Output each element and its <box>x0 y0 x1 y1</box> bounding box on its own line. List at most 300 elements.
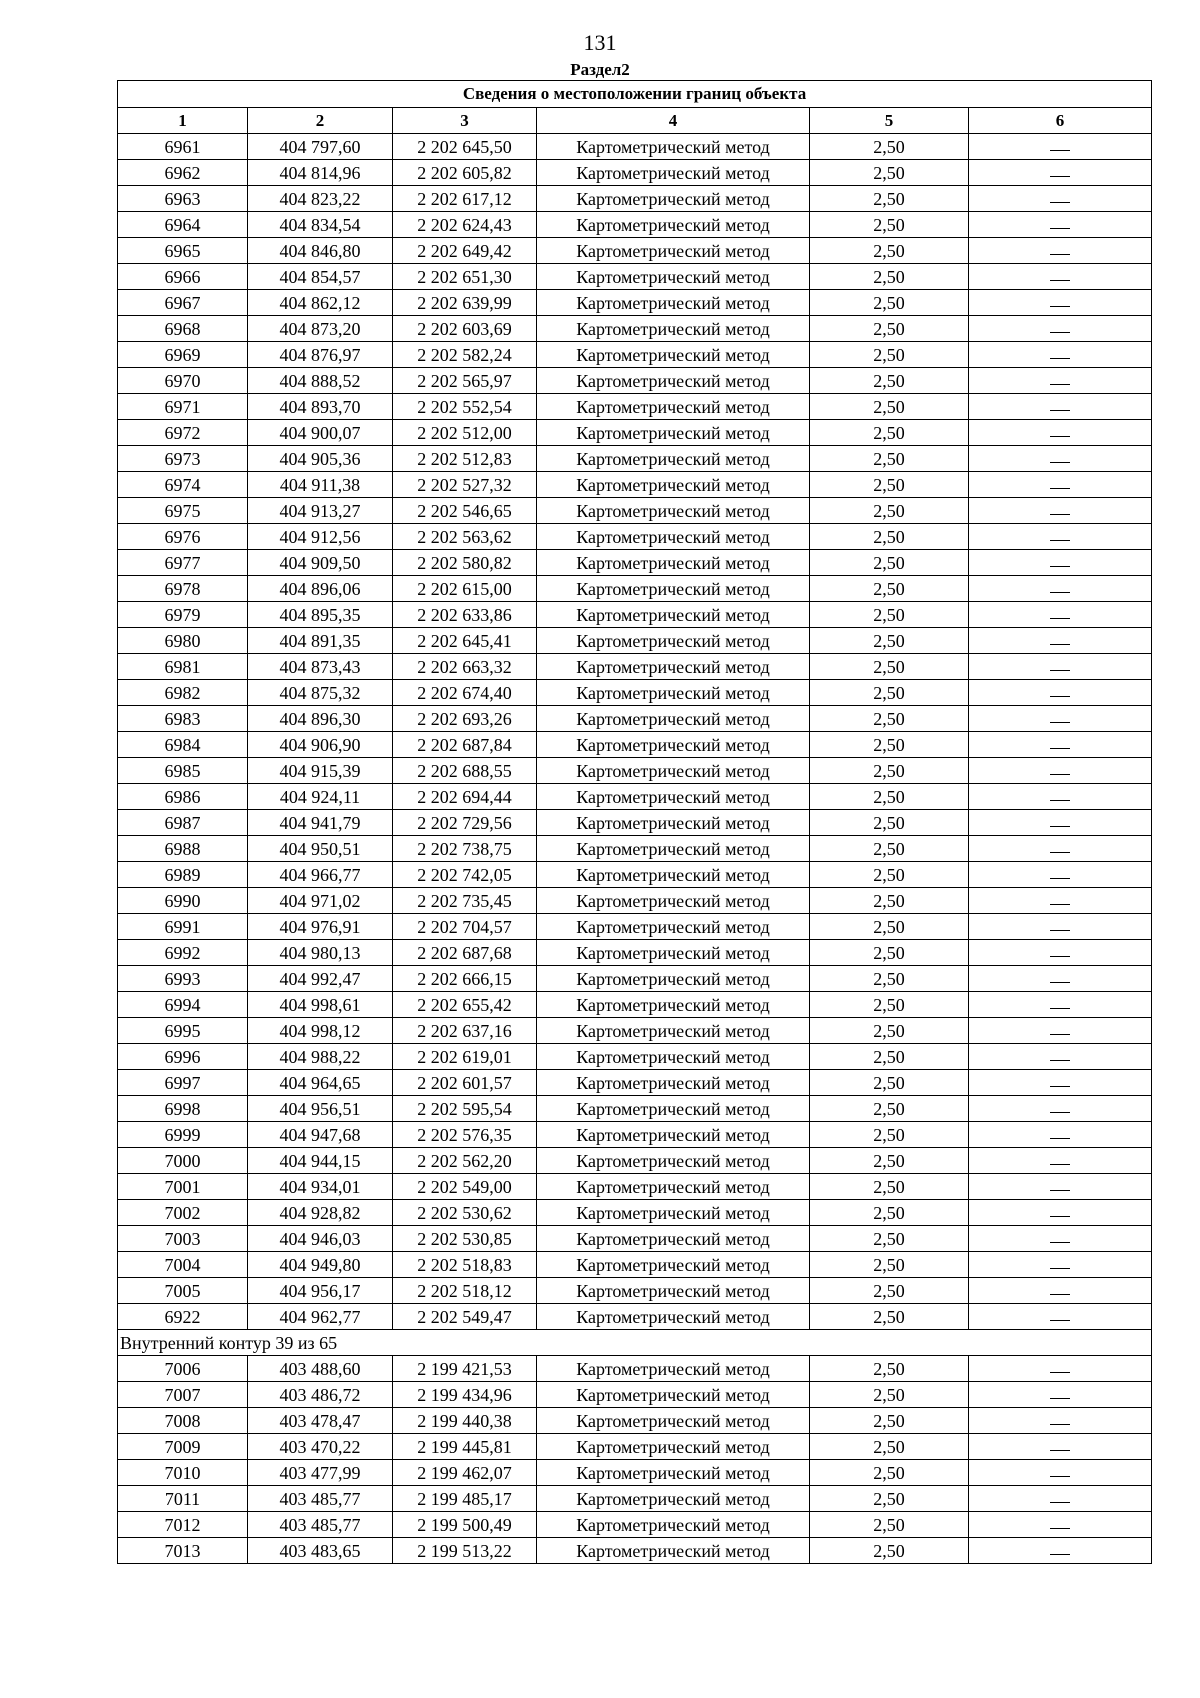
description-cell <box>969 212 1152 238</box>
table-row <box>118 758 1152 784</box>
description-cell <box>969 1252 1152 1278</box>
accuracy-cell: 2,50 <box>810 1434 969 1460</box>
accuracy-cell: 2,50 <box>810 1018 969 1044</box>
point-number-cell: 6987 <box>118 810 248 836</box>
dash-mark <box>1050 332 1070 333</box>
method-cell: Картометрический метод <box>537 654 810 680</box>
point-number-cell: 6964 <box>118 212 248 238</box>
dash-mark <box>1050 358 1070 359</box>
method-cell: Картометрический метод <box>537 550 810 576</box>
accuracy-cell: 2,50 <box>810 1512 969 1538</box>
dash-mark <box>1050 1268 1070 1269</box>
accuracy-cell: 2,50 <box>810 524 969 550</box>
column-number-6: 6 <box>969 108 1152 134</box>
coord-y-cell: 2 199 434,96 <box>393 1382 537 1408</box>
table-row <box>118 238 1152 264</box>
table-row <box>118 966 1152 992</box>
point-number-cell: 6993 <box>118 966 248 992</box>
coord-y-cell: 2 202 688,55 <box>393 758 537 784</box>
dash-mark <box>1050 1294 1070 1295</box>
dash-text <box>1070 1227 1071 1228</box>
description-cell <box>969 1200 1152 1226</box>
description-cell <box>969 914 1152 940</box>
accuracy-cell: 2,50 <box>810 1122 969 1148</box>
coord-y-cell: 2 202 617,12 <box>393 186 537 212</box>
description-cell <box>969 732 1152 758</box>
dash-text <box>1070 1175 1071 1176</box>
accuracy-cell: 2,50 <box>810 498 969 524</box>
point-number-cell: 6978 <box>118 576 248 602</box>
description-cell <box>969 1044 1152 1070</box>
table-row <box>118 1044 1152 1070</box>
coord-x-cell: 404 924,11 <box>248 784 393 810</box>
table-row <box>118 394 1152 420</box>
accuracy-cell: 2,50 <box>810 888 969 914</box>
description-cell <box>969 446 1152 472</box>
point-number-cell: 7001 <box>118 1174 248 1200</box>
accuracy-cell: 2,50 <box>810 1226 969 1252</box>
table-row <box>118 576 1152 602</box>
column-number-4: 4 <box>537 108 810 134</box>
coord-x-cell: 404 876,97 <box>248 342 393 368</box>
table-row <box>118 1486 1152 1512</box>
table-row <box>118 784 1152 810</box>
coord-x-cell: 404 797,60 <box>248 134 393 160</box>
accuracy-cell: 2,50 <box>810 732 969 758</box>
accuracy-cell: 2,50 <box>810 810 969 836</box>
table-row <box>118 342 1152 368</box>
description-cell <box>969 316 1152 342</box>
dash-mark <box>1050 566 1070 567</box>
dash-text <box>1070 135 1071 136</box>
point-number-cell: 6966 <box>118 264 248 290</box>
coord-x-cell: 404 834,54 <box>248 212 393 238</box>
table-row <box>118 134 1152 160</box>
contour-label: Внутренний контур 39 из 65 <box>118 1330 537 1356</box>
dash-text <box>1070 1149 1071 1150</box>
coord-y-cell: 2 202 663,32 <box>393 654 537 680</box>
dash-text <box>1070 161 1071 162</box>
coord-y-cell: 2 199 462,07 <box>393 1460 537 1486</box>
accuracy-cell: 2,50 <box>810 472 969 498</box>
method-cell: Картометрический метод <box>537 576 810 602</box>
point-number-cell: 6973 <box>118 446 248 472</box>
table-row <box>118 316 1152 342</box>
table-row <box>118 1460 1152 1486</box>
dash-text <box>1070 369 1071 370</box>
dash-text <box>1070 1253 1071 1254</box>
dash-text <box>1070 655 1071 656</box>
method-cell: Картометрический метод <box>537 628 810 654</box>
description-cell <box>969 862 1152 888</box>
point-number-cell: 6979 <box>118 602 248 628</box>
description-cell <box>969 472 1152 498</box>
method-cell: Картометрический метод <box>537 992 810 1018</box>
description-cell <box>969 784 1152 810</box>
dash-mark <box>1050 1164 1070 1165</box>
table-row <box>118 446 1152 472</box>
point-number-cell: 7003 <box>118 1226 248 1252</box>
dash-mark <box>1050 384 1070 385</box>
description-cell <box>969 290 1152 316</box>
accuracy-cell: 2,50 <box>810 576 969 602</box>
dash-text <box>1070 629 1071 630</box>
coord-y-cell: 2 202 693,26 <box>393 706 537 732</box>
table-body-part2 <box>118 1356 1152 1564</box>
accuracy-cell: 2,50 <box>810 1174 969 1200</box>
coord-x-cell: 404 946,03 <box>248 1226 393 1252</box>
table-row <box>118 550 1152 576</box>
accuracy-cell: 2,50 <box>810 602 969 628</box>
table-caption: Сведения о местоположении границ объекта <box>118 81 1152 108</box>
method-cell: Картометрический метод <box>537 1148 810 1174</box>
description-cell <box>969 628 1152 654</box>
table-row <box>118 1018 1152 1044</box>
accuracy-cell: 2,50 <box>810 290 969 316</box>
dash-text <box>1070 1409 1071 1410</box>
point-number-cell: 6983 <box>118 706 248 732</box>
table-row <box>118 836 1152 862</box>
coord-x-cell: 404 896,30 <box>248 706 393 732</box>
method-cell: Картометрический метод <box>537 784 810 810</box>
dash-text <box>1070 1435 1071 1436</box>
dash-mark <box>1050 1528 1070 1529</box>
accuracy-cell: 2,50 <box>810 394 969 420</box>
table-row <box>118 732 1152 758</box>
dash-mark <box>1050 852 1070 853</box>
method-cell: Картометрический метод <box>537 1044 810 1070</box>
coord-x-cell: 404 873,43 <box>248 654 393 680</box>
coord-x-cell: 404 905,36 <box>248 446 393 472</box>
description-cell <box>969 394 1152 420</box>
dash-text <box>1070 1019 1071 1020</box>
dash-text <box>1070 915 1071 916</box>
point-number-cell: 6967 <box>118 290 248 316</box>
description-cell <box>969 1356 1152 1382</box>
dash-mark <box>1050 670 1070 671</box>
coord-y-cell: 2 202 729,56 <box>393 810 537 836</box>
section-title: Раздел2 <box>570 60 630 79</box>
method-cell: Картометрический метод <box>537 212 810 238</box>
dash-text <box>1070 603 1071 604</box>
accuracy-cell: 2,50 <box>810 420 969 446</box>
coord-x-cell: 404 964,65 <box>248 1070 393 1096</box>
table-row <box>118 706 1152 732</box>
coord-x-cell: 404 949,80 <box>248 1252 393 1278</box>
method-cell: Картометрический метод <box>537 940 810 966</box>
coord-x-cell: 404 893,70 <box>248 394 393 420</box>
coord-x-cell: 404 988,22 <box>248 1044 393 1070</box>
description-cell <box>969 654 1152 680</box>
coord-x-cell: 403 486,72 <box>248 1382 393 1408</box>
dash-text <box>1070 993 1071 994</box>
coord-x-cell: 404 966,77 <box>248 862 393 888</box>
method-cell: Картометрический метод <box>537 238 810 264</box>
point-number-cell: 6976 <box>118 524 248 550</box>
coord-y-cell: 2 202 637,16 <box>393 1018 537 1044</box>
method-cell: Картометрический метод <box>537 368 810 394</box>
accuracy-cell: 2,50 <box>810 160 969 186</box>
table-row <box>118 1096 1152 1122</box>
point-number-cell: 6984 <box>118 732 248 758</box>
dash-mark <box>1050 618 1070 619</box>
method-cell: Картометрический метод <box>537 186 810 212</box>
point-number-cell: 7008 <box>118 1408 248 1434</box>
accuracy-cell: 2,50 <box>810 1382 969 1408</box>
coord-x-cell: 404 823,22 <box>248 186 393 212</box>
point-number-cell: 6999 <box>118 1122 248 1148</box>
dash-mark <box>1050 1320 1070 1321</box>
method-cell: Картометрический метод <box>537 160 810 186</box>
point-number-cell: 6982 <box>118 680 248 706</box>
dash-mark <box>1050 826 1070 827</box>
coord-y-cell: 2 202 624,43 <box>393 212 537 238</box>
table-row <box>118 1408 1152 1434</box>
method-cell: Картометрический метод <box>537 1434 810 1460</box>
table-row <box>118 186 1152 212</box>
column-number-row <box>118 108 1152 134</box>
method-cell: Картометрический метод <box>537 1018 810 1044</box>
coord-y-cell: 2 202 530,85 <box>393 1226 537 1252</box>
coord-y-cell: 2 202 582,24 <box>393 342 537 368</box>
coord-x-cell: 403 477,99 <box>248 1460 393 1486</box>
point-number-cell: 6988 <box>118 836 248 862</box>
description-cell <box>969 992 1152 1018</box>
coord-x-cell: 404 846,80 <box>248 238 393 264</box>
dash-mark <box>1050 514 1070 515</box>
method-cell: Картометрический метод <box>537 1278 810 1304</box>
table-row <box>118 472 1152 498</box>
method-cell: Картометрический метод <box>537 524 810 550</box>
dash-text <box>1070 187 1071 188</box>
accuracy-cell: 2,50 <box>810 550 969 576</box>
coord-y-cell: 2 202 563,62 <box>393 524 537 550</box>
dash-mark <box>1050 202 1070 203</box>
coord-x-cell: 404 971,02 <box>248 888 393 914</box>
coord-y-cell: 2 202 674,40 <box>393 680 537 706</box>
accuracy-cell: 2,50 <box>810 212 969 238</box>
method-cell: Картометрический метод <box>537 1070 810 1096</box>
accuracy-cell: 2,50 <box>810 836 969 862</box>
point-number-cell: 7013 <box>118 1538 248 1564</box>
accuracy-cell: 2,50 <box>810 992 969 1018</box>
coord-x-cell: 404 956,51 <box>248 1096 393 1122</box>
method-cell: Картометрический метод <box>537 1356 810 1382</box>
accuracy-cell: 2,50 <box>810 264 969 290</box>
column-number-1: 1 <box>118 108 248 134</box>
dash-mark <box>1050 748 1070 749</box>
dash-text <box>1070 213 1071 214</box>
dash-text <box>1070 1201 1071 1202</box>
description-cell <box>969 1096 1152 1122</box>
method-cell: Картометрический метод <box>537 914 810 940</box>
coord-x-cell: 404 909,50 <box>248 550 393 576</box>
description-cell <box>969 1460 1152 1486</box>
description-cell <box>969 810 1152 836</box>
coord-y-cell: 2 202 615,00 <box>393 576 537 602</box>
coord-y-cell: 2 199 445,81 <box>393 1434 537 1460</box>
method-cell: Картометрический метод <box>537 1200 810 1226</box>
coord-y-cell: 2 202 742,05 <box>393 862 537 888</box>
dash-text <box>1070 837 1071 838</box>
method-cell: Картометрический метод <box>537 1538 810 1564</box>
accuracy-cell: 2,50 <box>810 1278 969 1304</box>
description-cell <box>969 368 1152 394</box>
coord-y-cell: 2 202 639,99 <box>393 290 537 316</box>
dash-mark <box>1050 644 1070 645</box>
description-cell <box>969 602 1152 628</box>
table-row <box>118 420 1152 446</box>
method-cell: Картометрический метод <box>537 1460 810 1486</box>
column-number-3: 3 <box>393 108 537 134</box>
dash-text <box>1070 239 1071 240</box>
coord-x-cell: 404 891,35 <box>248 628 393 654</box>
coord-x-cell: 403 470,22 <box>248 1434 393 1460</box>
coord-x-cell: 404 992,47 <box>248 966 393 992</box>
point-number-cell: 7006 <box>118 1356 248 1382</box>
point-number-cell: 6971 <box>118 394 248 420</box>
coord-y-cell: 2 202 694,44 <box>393 784 537 810</box>
dash-text <box>1070 1513 1071 1514</box>
boundary-coordinates-table <box>117 80 1152 1564</box>
accuracy-cell: 2,50 <box>810 1356 969 1382</box>
dash-mark <box>1050 1138 1070 1139</box>
description-cell <box>969 680 1152 706</box>
dash-mark <box>1050 254 1070 255</box>
description-cell <box>969 1070 1152 1096</box>
accuracy-cell: 2,50 <box>810 1070 969 1096</box>
coord-x-cell: 404 911,38 <box>248 472 393 498</box>
dash-mark <box>1050 436 1070 437</box>
dash-text <box>1070 785 1071 786</box>
point-number-cell: 6985 <box>118 758 248 784</box>
description-cell <box>969 1148 1152 1174</box>
dash-mark <box>1050 280 1070 281</box>
dash-mark <box>1050 1112 1070 1113</box>
dash-mark <box>1050 1450 1070 1451</box>
accuracy-cell: 2,50 <box>810 654 969 680</box>
description-cell <box>969 186 1152 212</box>
dash-text <box>1070 265 1071 266</box>
dash-mark <box>1050 1398 1070 1399</box>
accuracy-cell: 2,50 <box>810 316 969 342</box>
method-cell: Картометрический метод <box>537 758 810 784</box>
point-number-cell: 6986 <box>118 784 248 810</box>
dash-mark <box>1050 1554 1070 1555</box>
method-cell: Картометрический метод <box>537 1226 810 1252</box>
method-cell: Картометрический метод <box>537 1252 810 1278</box>
dash-mark <box>1050 1034 1070 1035</box>
table-row <box>118 1174 1152 1200</box>
point-number-cell: 6977 <box>118 550 248 576</box>
dash-mark <box>1050 488 1070 489</box>
coord-x-cell: 404 854,57 <box>248 264 393 290</box>
coord-x-cell: 404 956,17 <box>248 1278 393 1304</box>
table-row <box>118 1252 1152 1278</box>
description-cell <box>969 1434 1152 1460</box>
dash-text <box>1070 317 1071 318</box>
dash-text <box>1070 733 1071 734</box>
method-cell: Картометрический метод <box>537 1408 810 1434</box>
coord-y-cell: 2 202 666,15 <box>393 966 537 992</box>
dash-mark <box>1050 930 1070 931</box>
table-row <box>118 212 1152 238</box>
description-cell <box>969 238 1152 264</box>
method-cell: Картометрический метод <box>537 446 810 472</box>
table-row <box>118 524 1152 550</box>
dash-mark <box>1050 956 1070 957</box>
point-number-cell: 6994 <box>118 992 248 1018</box>
coord-y-cell: 2 202 687,68 <box>393 940 537 966</box>
page-number: 131 <box>583 30 617 55</box>
dash-mark <box>1050 800 1070 801</box>
description-cell <box>969 524 1152 550</box>
point-number-cell: 7005 <box>118 1278 248 1304</box>
accuracy-cell: 2,50 <box>810 368 969 394</box>
dash-text <box>1070 1123 1071 1124</box>
coord-x-cell: 404 875,32 <box>248 680 393 706</box>
dash-mark <box>1050 1424 1070 1425</box>
accuracy-cell: 2,50 <box>810 1304 969 1330</box>
contour-filler <box>537 1330 1152 1356</box>
dash-mark <box>1050 878 1070 879</box>
dash-mark <box>1050 1476 1070 1477</box>
point-number-cell: 6965 <box>118 238 248 264</box>
point-number-cell: 6975 <box>118 498 248 524</box>
coord-x-cell: 404 900,07 <box>248 420 393 446</box>
method-cell: Картометрический метод <box>537 602 810 628</box>
coord-y-cell: 2 202 595,54 <box>393 1096 537 1122</box>
point-number-cell: 6972 <box>118 420 248 446</box>
dash-text <box>1070 707 1071 708</box>
point-number-cell: 6974 <box>118 472 248 498</box>
table-row <box>118 290 1152 316</box>
dash-text <box>1070 1539 1071 1540</box>
point-number-cell: 6989 <box>118 862 248 888</box>
accuracy-cell: 2,50 <box>810 1252 969 1278</box>
point-number-cell: 7011 <box>118 1486 248 1512</box>
dash-mark <box>1050 228 1070 229</box>
description-cell <box>969 1018 1152 1044</box>
table-row <box>118 628 1152 654</box>
dash-mark <box>1050 1008 1070 1009</box>
description-cell <box>969 576 1152 602</box>
dash-text <box>1070 1071 1071 1072</box>
table-row <box>118 914 1152 940</box>
point-number-cell: 6995 <box>118 1018 248 1044</box>
coord-x-cell: 404 928,82 <box>248 1200 393 1226</box>
method-cell: Картометрический метод <box>537 134 810 160</box>
description-cell <box>969 1122 1152 1148</box>
accuracy-cell: 2,50 <box>810 758 969 784</box>
method-cell: Картометрический метод <box>537 1174 810 1200</box>
dash-mark <box>1050 592 1070 593</box>
coord-y-cell: 2 202 603,69 <box>393 316 537 342</box>
dash-mark <box>1050 306 1070 307</box>
table-row <box>118 1512 1152 1538</box>
table-row <box>118 1434 1152 1460</box>
description-cell <box>969 160 1152 186</box>
description-cell <box>969 706 1152 732</box>
point-number-cell: 6969 <box>118 342 248 368</box>
coord-y-cell: 2 202 546,65 <box>393 498 537 524</box>
point-number-cell: 7010 <box>118 1460 248 1486</box>
accuracy-cell: 2,50 <box>810 706 969 732</box>
method-cell: Картометрический метод <box>537 498 810 524</box>
coord-x-cell: 404 944,15 <box>248 1148 393 1174</box>
description-cell <box>969 1512 1152 1538</box>
accuracy-cell: 2,50 <box>810 1096 969 1122</box>
